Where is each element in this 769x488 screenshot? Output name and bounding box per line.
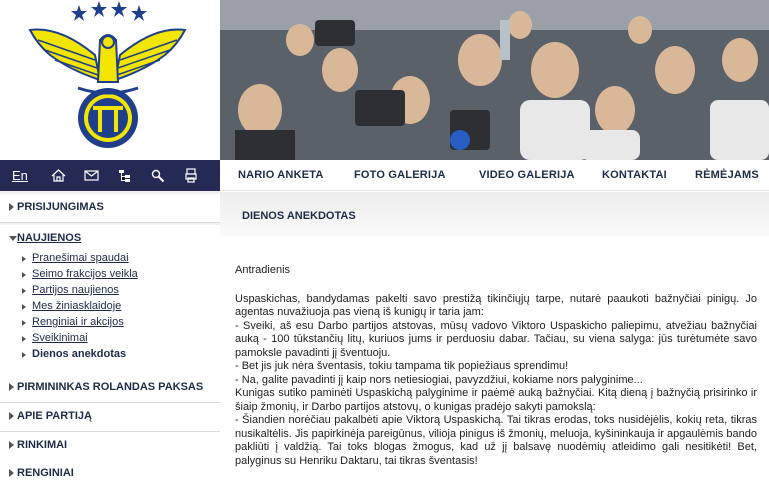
news-link-party-news[interactable]: Partijos naujienos: [32, 284, 119, 296]
sidebar-item-label: PIRMININKAS ROLANDAS PAKSAS: [17, 381, 204, 393]
sidebar-item-events[interactable]: [0, 460, 220, 488]
main-content: [220, 192, 769, 488]
search-icon[interactable]: [141, 160, 174, 191]
sidebar-item-label: APIE PARTIJĄ: [17, 410, 92, 422]
sidebar-item-chairman[interactable]: [0, 374, 220, 402]
sidebar-item-label-news[interactable]: NAUJIENOS: [17, 232, 82, 244]
nav-contacts[interactable]: KONTAKTAI: [602, 169, 667, 181]
language-link-en[interactable]: En: [12, 168, 28, 183]
utility-bar: [0, 160, 220, 191]
home-icon[interactable]: [42, 160, 75, 191]
news-link-greetings[interactable]: Sveikinimai: [32, 332, 88, 344]
mail-icon[interactable]: [75, 160, 108, 191]
crowd-photo-icon: [220, 0, 769, 160]
party-logo[interactable]: [0, 0, 220, 160]
sidebar-item-elections[interactable]: [0, 432, 220, 460]
nav-video-gallery[interactable]: VIDEO GALERIJA: [479, 169, 575, 181]
sidebar-item-news: [0, 225, 220, 375]
print-icon[interactable]: [174, 160, 207, 191]
top-navigation: [220, 160, 769, 191]
sidebar: [0, 191, 220, 488]
chevron-right-icon: [9, 203, 14, 211]
chevron-right-icon: [9, 412, 14, 420]
article-paragraph: - Bet jis juk nėra šventasis, tokiu tampama tik popiežiaus sprendimu!: [235, 360, 569, 372]
article-paragraph: - Na, galite pavadinti jį kaip nors netiesiogiai, pavyzdžiui, kokiame nors palyginime...: [235, 373, 643, 386]
chevron-right-icon: [9, 469, 14, 477]
chevron-down-icon: [9, 236, 17, 241]
nav-sponsors[interactable]: RĖMĖJAMS: [695, 169, 759, 181]
sidebar-item-label: RENGINIAI: [17, 467, 74, 479]
sitemap-icon[interactable]: [108, 160, 141, 191]
nav-photo-gallery[interactable]: FOTO GALERIJA: [354, 169, 446, 181]
news-link-events[interactable]: Renginiai ir akcijos: [32, 316, 124, 328]
news-link-press-releases[interactable]: Pranešimai spaudai: [32, 252, 129, 264]
header-photo: [220, 0, 769, 160]
article-body: [235, 264, 757, 468]
article-paragraph: - Sveiki, aš esu Darbo partijos atstovas, mūsų vadovo Viktoro Uspaskicho paliepimu, atvežiau bažnyčiai auką - 100 tūkstančių litų, kuriuos jums ir perduosiu dabar. Tačiau, su viena salyga: jūs turėtumėte savo pamoksle pavadinti jį šventuoju.: [235, 319, 757, 359]
section-header: [220, 192, 769, 236]
sidebar-item-login[interactable]: [0, 194, 220, 222]
article-paragraph: - Šiandien norėčiau pakalbėti apie Viktorą Uspaskichą. Tai tikras erodas, toks nusidėjėlis, kokių reta, tikras nusikaltėlis. Jis papirkinėja pareigūnus, vilioja pinigus iš žmonių, meluoja, kyšininkauja ir apgaulėmis bando pakliūti į valdžią. Tai toks blogas žmogus, kad už jį balsavę nuodėmių atleidimo gali nesitikėti! Bet, palyginus su Henriku Daktaru, tai tikras šventasis!: [235, 414, 757, 467]
nav-member-form[interactable]: NARIO ANKETA: [238, 169, 324, 181]
news-link-media[interactable]: Mes žiniasklaidoje: [32, 300, 122, 312]
chevron-right-icon: [9, 383, 14, 391]
divider: [0, 222, 220, 223]
section-title: DIENOS ANEKDOTAS: [242, 210, 356, 222]
news-link-joke-of-day[interactable]: Dienos anekdotas: [32, 348, 127, 360]
eagle-logo-icon: [0, 0, 220, 160]
sidebar-item-label: PRISIJUNGIMAS: [17, 201, 104, 213]
sidebar-item-label: RINKIMAI: [17, 439, 68, 451]
chevron-right-icon: [9, 441, 14, 449]
article-day: Antradienis: [235, 264, 291, 276]
sidebar-item-about[interactable]: [0, 403, 220, 431]
article-paragraph: Uspaskichas, bandydamas pakelti savo prestižą tikinčiųjų tarpe, nutarė paaukoti bažnyčiai pinigų. Jo agentas nuvažiuoja pas vieną iš kunigų ir taria jam:: [235, 292, 757, 318]
news-link-faction-activity[interactable]: Seimo frakcijos veikla: [32, 268, 138, 280]
article-paragraph: Kunigas sutiko paminėti Uspaskichą palyginime ir paėmė auką bažnyčiai. Kitą dieną į bažnyčią prisirinko ir šiaip žmonių, ir Darbo partijos atstovų, o kunigas pradėjo sakyti pamokslą:: [235, 387, 757, 413]
